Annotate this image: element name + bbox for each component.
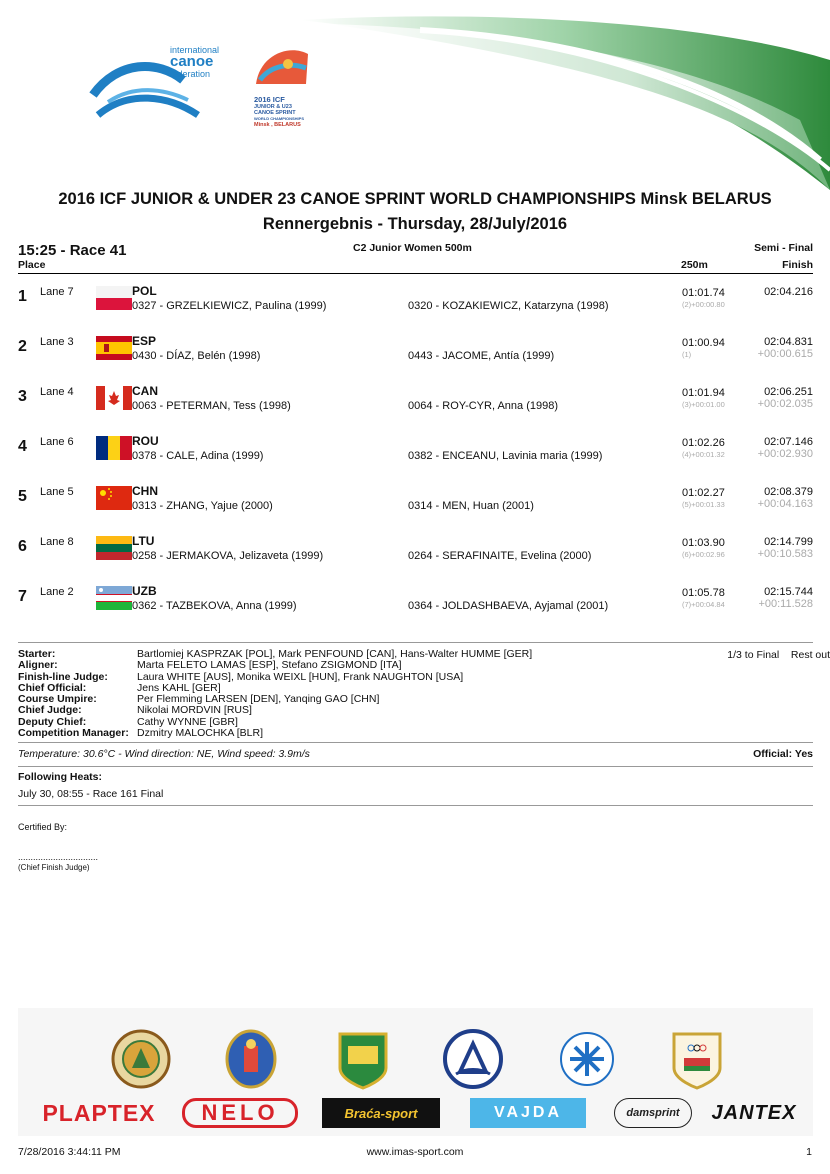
result-athlete-2: 0264 - SERAFINAITE, Evelina (2000) [408,550,592,562]
event-logo-text-1: 2016 ICF [254,95,285,104]
result-finish-gap: +00:02.035 [757,398,813,410]
result-finish-gap: +00:10.583 [757,548,813,560]
result-split-250m: 01:02.27 [682,487,725,499]
emblem-4-icon [442,1028,504,1090]
flag-pol-icon [96,286,132,310]
result-athlete-2: 0314 - MEN, Huan (2001) [408,500,534,512]
official-status: Official: Yes [753,748,813,760]
event-logo-text-2: JUNIOR & U23 [254,104,292,110]
result-place: 2 [18,338,27,355]
official-role: Finish-line Judge: [18,670,108,683]
result-athlete-1: 0362 - TAZBEKOVA, Anna (1999) [132,600,297,612]
result-athlete-1: 0258 - JERMAKOVA, Jelizaveta (1999) [132,550,324,562]
sponsor-nelo: NELO [182,1098,298,1128]
result-athlete-1: 0378 - CALE, Adina (1999) [132,450,264,462]
event-logo [250,44,320,134]
result-nation: CHN [132,484,158,498]
result-finish-time: 02:15.744 [764,586,813,598]
result-athlete-1: 0063 - PETERMAN, Tess (1998) [132,400,291,412]
page-number: 1 [806,1146,812,1158]
result-place: 4 [18,438,27,455]
result-lane: Lane 6 [40,436,74,448]
event-logo-text-4: WORLD CHAMPIONSHIPS [254,116,304,121]
flag-chn-icon [96,486,132,510]
sponsor-jantex: JANTEX [711,1101,797,1124]
following-heats-label: Following Heats: [18,771,102,783]
official-names: Marta FELETO LAMAS [ESP], Stefano ZSIGMOND [ITA] [137,659,402,672]
column-finish: Finish [782,259,813,271]
result-row [18,484,813,534]
result-split-250m: 01:05.78 [682,587,725,599]
result-athlete-2: 0382 - ENCEANU, Lavinia maria (1999) [408,450,603,462]
race-header [18,242,813,274]
icf-logo [88,40,238,130]
result-finish-gap: +00:00.615 [757,348,813,360]
result-finish-time: 02:08.379 [764,486,813,498]
result-lane: Lane 2 [40,586,74,598]
result-lane: Lane 5 [40,486,74,498]
result-athlete-2: 0064 - ROY-CYR, Anna (1998) [408,400,559,412]
result-split-gap: (7)+00:04.84 [682,600,725,609]
divider [18,766,813,767]
icf-logo-text-1: international [170,45,220,55]
result-lane: Lane 8 [40,536,74,548]
result-row [18,384,813,434]
emblem-3-icon [332,1028,394,1090]
column-250m: 250m [681,259,708,271]
official-names: Cathy WYNNE [GBR] [137,715,238,728]
result-athlete-2: 0443 - JACOME, Antía (1999) [408,350,555,362]
icf-logo-text-2: canoe [170,53,214,70]
column-place: Place [18,259,46,271]
divider [18,642,813,643]
following-heat: July 30, 08:55 - Race 161 Final [18,788,164,800]
event-logo-text-5: Minsk , BELARUS [254,122,301,128]
race-phase: Semi - Final [754,242,813,254]
official-role: Course Umpire: [18,693,97,706]
chief-finish-judge: (Chief Finish Judge) [18,863,90,872]
official-names: Nikolai MORDVIN [RUS] [137,704,252,717]
result-finish-time: 02:04.216 [764,286,813,298]
result-split-250m: 01:01.94 [682,387,725,399]
official-names: Jens KAHL [GER] [137,681,221,694]
sponsor-damsprint: damsprint [614,1098,692,1128]
event-logo-text-3: CANOE SPRINT [254,110,296,116]
official-names: Laura WHITE [AUS], Monika WEIXL [HUN], Frank NAUGHTON [USA] [137,670,464,683]
result-place: 7 [18,588,27,605]
result-split-gap: (2)+00:00.80 [682,300,725,309]
divider [18,742,813,743]
result-split-gap: (4)+00:01.32 [682,450,725,459]
official-row [18,660,813,671]
result-place: 3 [18,388,27,405]
result-split-gap: (3)+00:01.00 [682,400,725,409]
result-nation: CAN [132,384,158,398]
event-name: C2 Junior Women 500m [353,242,472,254]
result-split-250m: 01:02.26 [682,437,725,449]
result-athlete-1: 0313 - ZHANG, Yajue (2000) [132,500,273,512]
result-lane: Lane 3 [40,336,74,348]
result-finish-gap: +00:11.528 [758,598,813,610]
emblem-6-icon [666,1028,728,1090]
result-athlete-1: 0430 - DÍAZ, Belén (1998) [132,350,261,362]
result-split-250m: 01:03.90 [682,537,725,549]
result-lane: Lane 4 [40,386,74,398]
result-split-250m: 01:00.94 [682,337,725,349]
official-names: Bartlomiej KASPRZAK [POL], Mark PENFOUND [CAN], Hans-Walter HUMME [GER] [137,648,533,660]
official-role: Starter: [18,648,56,660]
result-row [18,284,813,334]
result-place: 6 [18,538,27,555]
official-role: Chief Official: [18,681,87,694]
official-row [18,728,813,739]
result-finish-time: 02:07.146 [764,436,813,448]
icf-logo-text-3: federation [170,69,211,79]
emblem-1-icon [110,1028,172,1090]
result-split-gap: (6)+00:02.96 [682,550,725,559]
result-row [18,334,813,384]
official-names: Per Flemming LARSEN [DEN], Yanqing GAO [CHN] [137,693,380,706]
result-row [18,534,813,584]
qualification-rule: 1/3 to Final Rest out [727,649,830,661]
result-place: 5 [18,488,27,505]
result-athlete-1: 0327 - GRZELKIEWICZ, Paulina (1999) [132,300,327,312]
certified-by: Certified By: [18,822,68,832]
result-lane: Lane 7 [40,286,74,298]
divider [18,805,813,806]
sponsor-plaptex: PLAPTEX [42,1099,156,1126]
weather-info: Temperature: 30.6°C - Wind direction: NE, Wind speed: 3.9m/s [18,748,310,760]
emblem-2-icon [220,1028,282,1090]
footer-timestamp: 7/28/2016 3:44:11 PM [18,1146,121,1158]
official-role: Deputy Chief: [18,715,87,728]
page-title: 2016 ICF JUNIOR & UNDER 23 CANOE SPRINT WORLD CHAMPIONSHIPS Minsk BELARUS [58,190,772,208]
result-nation: POL [132,284,157,298]
result-nation: UZB [132,584,157,598]
sponsor-braca-sport: Braća-sport [322,1098,440,1128]
emblem-5-icon [556,1028,618,1090]
result-nation: ROU [132,434,159,448]
result-finish-time: 02:06.251 [764,386,813,398]
flag-ltu-icon [96,536,132,560]
result-finish-time: 02:04.831 [764,336,813,348]
result-split-gap: (5)+00:01.33 [682,500,725,509]
official-role: Chief Judge: [18,704,82,717]
result-row [18,584,813,634]
result-place: 1 [18,288,27,305]
officials-list [18,649,813,739]
official-role: Competition Manager: [18,727,129,740]
sponsor-strip [18,1008,813,1136]
official-names: Dzmitry MALOCHKA [BLR] [137,727,264,740]
footer-link[interactable]: www.imas-sport.com [366,1146,464,1158]
race-time: 15:25 - Race 41 [18,242,127,259]
result-split-gap: (1) [682,350,692,359]
result-nation: LTU [132,534,155,548]
header-banner [0,0,830,190]
flag-esp-icon [96,336,132,360]
official-role: Aligner: [18,659,58,672]
result-nation: ESP [132,334,157,348]
result-athlete-2: 0320 - KOZAKIEWICZ, Katarzyna (1998) [408,300,609,312]
result-split-250m: 01:01.74 [682,287,725,299]
page-subtitle: Rennergebnis - Thursday, 28/July/2016 [262,215,568,233]
sponsor-vajda: VAJDA [470,1098,586,1128]
signature-line: ................................ [18,852,99,862]
result-finish-time: 02:14.799 [764,536,813,548]
flag-rou-icon [96,436,132,460]
flag-uzb-icon [96,586,132,610]
flag-can-icon [96,386,132,410]
result-finish-gap: +00:02.930 [757,448,813,460]
result-finish-gap: +00:04.163 [757,498,813,510]
result-athlete-2: 0364 - JOLDASHBAEVA, Ayjamal (2001) [408,600,609,612]
result-row [18,434,813,484]
